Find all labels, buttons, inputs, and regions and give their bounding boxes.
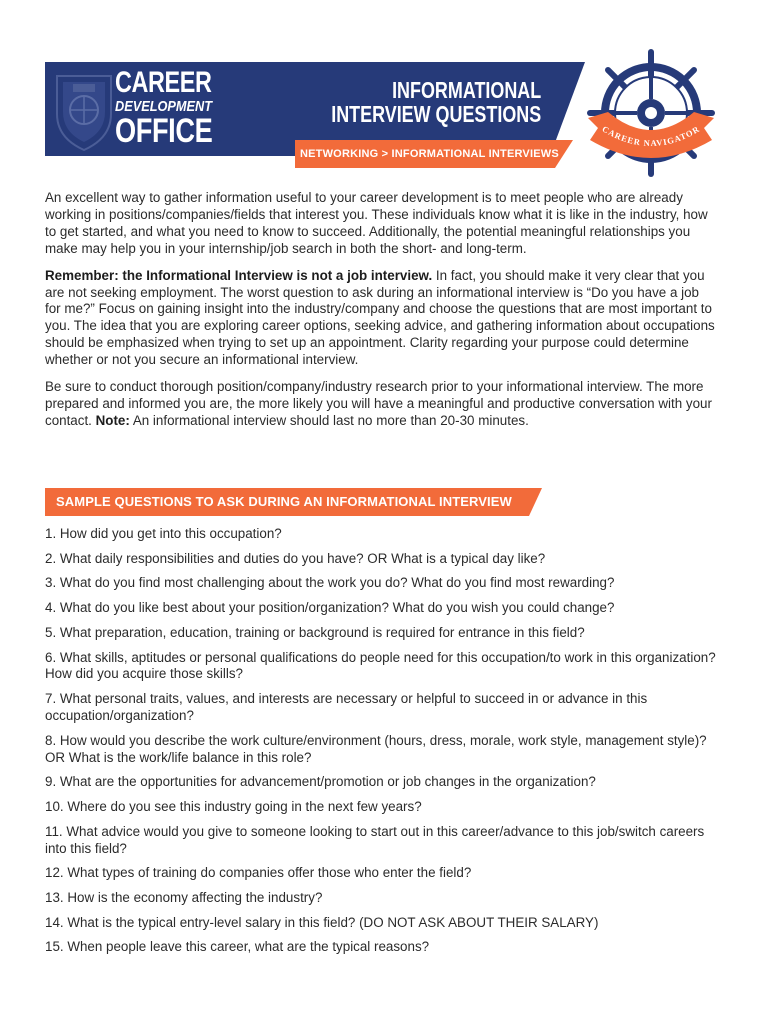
remember-emphasis: Remember: the Informational Interview is not a job interview. (45, 267, 433, 283)
career-development-office-logo (115, 68, 239, 148)
question-item: 9. What are the opportunities for advancement/promotion or job changes in the organization? (45, 774, 596, 790)
intro-paragraph-3-text-b: An informational interview should last no more than 20-30 minutes. (129, 412, 529, 428)
section-heading: SAMPLE QUESTIONS TO ASK DURING AN INFORMATIONAL INTERVIEW (56, 494, 512, 509)
intro-paragraph-1: An excellent way to gather information useful to your career development is to meet people who are already working in positions/companies/fields that interest you. These individuals know what it is like in the industry, how to get started, and what you need to know to succeed. Additionally, the potential meaningful relationships you make may help you in your internship/job search in both the short- and long-term. (45, 190, 708, 256)
logo-line-development: DEVELOPMENT (115, 98, 213, 115)
question-item: 12. What types of training do companies offer those who enter the field? (45, 865, 472, 881)
question-item: 2. What daily responsibilities and duties do you have? OR What is a typical day like? (45, 550, 546, 566)
question-item: 10. Where do you see this industry going in the next few years? (45, 799, 422, 815)
ship-wheel-icon (586, 48, 716, 178)
logo-line-office: OFFICE (115, 112, 213, 150)
university-shield-logo (49, 66, 119, 152)
intro-paragraph-3-text-a: Be sure to conduct thorough position/company/industry research prior to your informational interview. The more prepared and informed you are, the more likely you will have a meaningful and productive conversation with your contact. (45, 379, 712, 428)
question-item: 7. What personal traits, values, and interests are necessary or helpful to succeed in or advance in this occupation/organization? (45, 691, 648, 724)
question-item: 4. What do you like best about your position/organization? What do you wish you could change? (45, 600, 615, 616)
intro-paragraph-2 (45, 268, 717, 369)
question-item: 1. How did you get into this occupation? (45, 526, 282, 541)
question-item: 13. How is the economy affecting the industry? (45, 890, 323, 906)
question-item: 14. What is the typical entry-level salary in this field? (DO NOT ASK ABOUT THEIR SALARY) (45, 914, 599, 930)
page-title-line2: INTERVIEW QUESTIONS (331, 101, 541, 128)
intro-paragraph-2-text: In fact, you should make it very clear that you are not seeking employment. The worst question to ask during an informational interview is “Do you have a job for me?” Focus on gaining insight into the industry/company and choose the questions that are most important to you. The idea that you are exploring career options, seeking advice, and gathering information about occupations should be emphasized when trying to set up an appointment. Clarity regarding your purpose could determine whether or not you secure an informational interview. (45, 267, 715, 368)
question-item: 3. What do you find most challenging about the work you do? What do you find most rewarding? (45, 575, 615, 591)
question-item: 5. What preparation, education, training or background is required for entrance in this field? (45, 624, 585, 640)
breadcrumb: NETWORKING > INFORMATIONAL INTERVIEWS (300, 148, 559, 160)
intro-content (45, 190, 717, 440)
question-item: 8. How would you describe the work culture/environment (hours, dress, morale, work style, management style)? OR What is the work/life balance in this role? (45, 732, 707, 765)
badge-text: CAREER NAVIGATOR (600, 123, 702, 149)
question-item: 6. What skills, aptitudes or personal qualifications do people need for this occupation/to work in this organization? How did you acquire those skills? (45, 649, 716, 682)
note-emphasis: Note: (95, 412, 130, 428)
question-item: 15. When people leave this career, what are the typical reasons? (45, 939, 430, 955)
header-banner (45, 62, 585, 156)
intro-paragraph-3 (45, 379, 717, 430)
page-title-line1: INFORMATIONAL (391, 77, 541, 103)
question-item: 11. What advice would you give to someone looking to start out in this career/advance to this job/switch careers into this field? (45, 823, 705, 856)
questions-list (45, 526, 725, 964)
logo-line-career: CAREER (115, 66, 212, 99)
page-title (272, 78, 541, 126)
section-heading-bar (45, 488, 542, 516)
